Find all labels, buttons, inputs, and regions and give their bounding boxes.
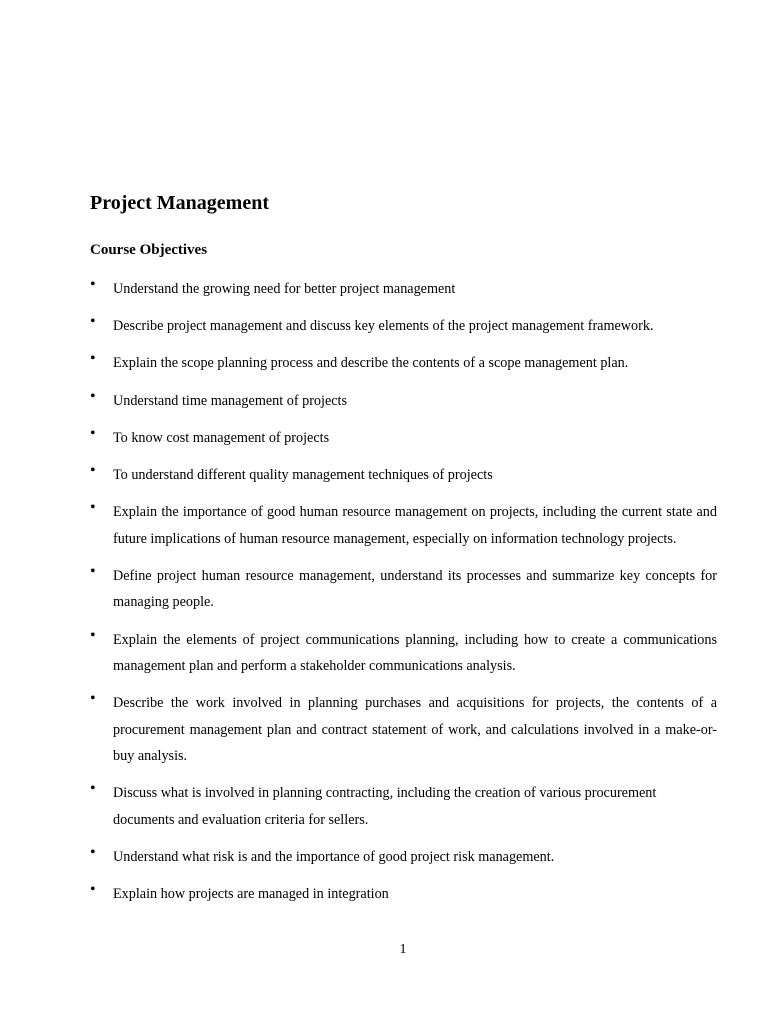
bullet-icon: • (90, 780, 96, 798)
objective-text: Explain the scope planning process and describe the contents of a scope management plan. (113, 355, 629, 372)
objective-text: Describe the work involved in planning purchases and acquisitions for projects, the contents of a procurement management plan and contract statement of work, and calculations involved in a make-or-buy analysis. (113, 695, 717, 765)
list-item (90, 350, 717, 377)
bullet-icon: • (90, 461, 96, 479)
section-heading: Course Objectives (90, 242, 208, 258)
list-item (90, 627, 717, 680)
list-item (90, 276, 717, 303)
bullet-icon: • (90, 313, 96, 331)
objective-text: Describe project management and discuss key elements of the project management framework. (113, 318, 654, 335)
bullet-icon: • (90, 499, 96, 517)
objective-text: Understand what risk is and the importance of good project risk management. (113, 849, 555, 866)
bullet-icon: • (90, 690, 96, 708)
list-item (90, 388, 717, 415)
objective-text: Explain the elements of project communications planning, including how to create a communications management plan and perform a stakeholder communications analysis. (113, 631, 717, 674)
list-item (90, 425, 717, 452)
bullet-icon: • (90, 387, 96, 405)
bullet-icon: • (90, 881, 96, 899)
objectives-list (90, 276, 717, 918)
list-item (90, 499, 717, 552)
objective-text: Define project human resource management, understand its processes and summarize key concepts for managing people. (113, 567, 717, 611)
bullet-icon: • (90, 276, 96, 293)
objective-text: To know cost management of projects (113, 429, 330, 446)
list-item (90, 780, 717, 833)
bullet-icon: • (90, 844, 96, 862)
list-item (90, 844, 717, 871)
bullet-icon: • (90, 350, 96, 368)
list-item (90, 462, 717, 489)
page-title: Project Management (90, 192, 270, 214)
list-item (90, 563, 717, 616)
bullet-icon: • (90, 562, 96, 580)
objective-text: Explain how projects are managed in integration (113, 886, 389, 903)
objective-text: Discuss what is involved in planning contracting, including the creation of various procurement documents and evaluation criteria for sellers. (113, 785, 657, 828)
list-item (90, 690, 717, 770)
objective-text: To understand different quality management techniques of projects (113, 466, 493, 483)
objective-text: Understand the growing need for better project management (113, 281, 456, 297)
bullet-icon: • (90, 424, 96, 442)
page-number: 1 (399, 942, 407, 957)
bullet-icon: • (90, 626, 96, 644)
objective-text: Explain the importance of good human resource management on projects, including the current state and future implications of human resource management, especially on information technology projects. (113, 504, 717, 547)
list-item (90, 881, 717, 908)
list-item (90, 313, 717, 340)
objective-text: Understand time management of projects (113, 392, 348, 409)
